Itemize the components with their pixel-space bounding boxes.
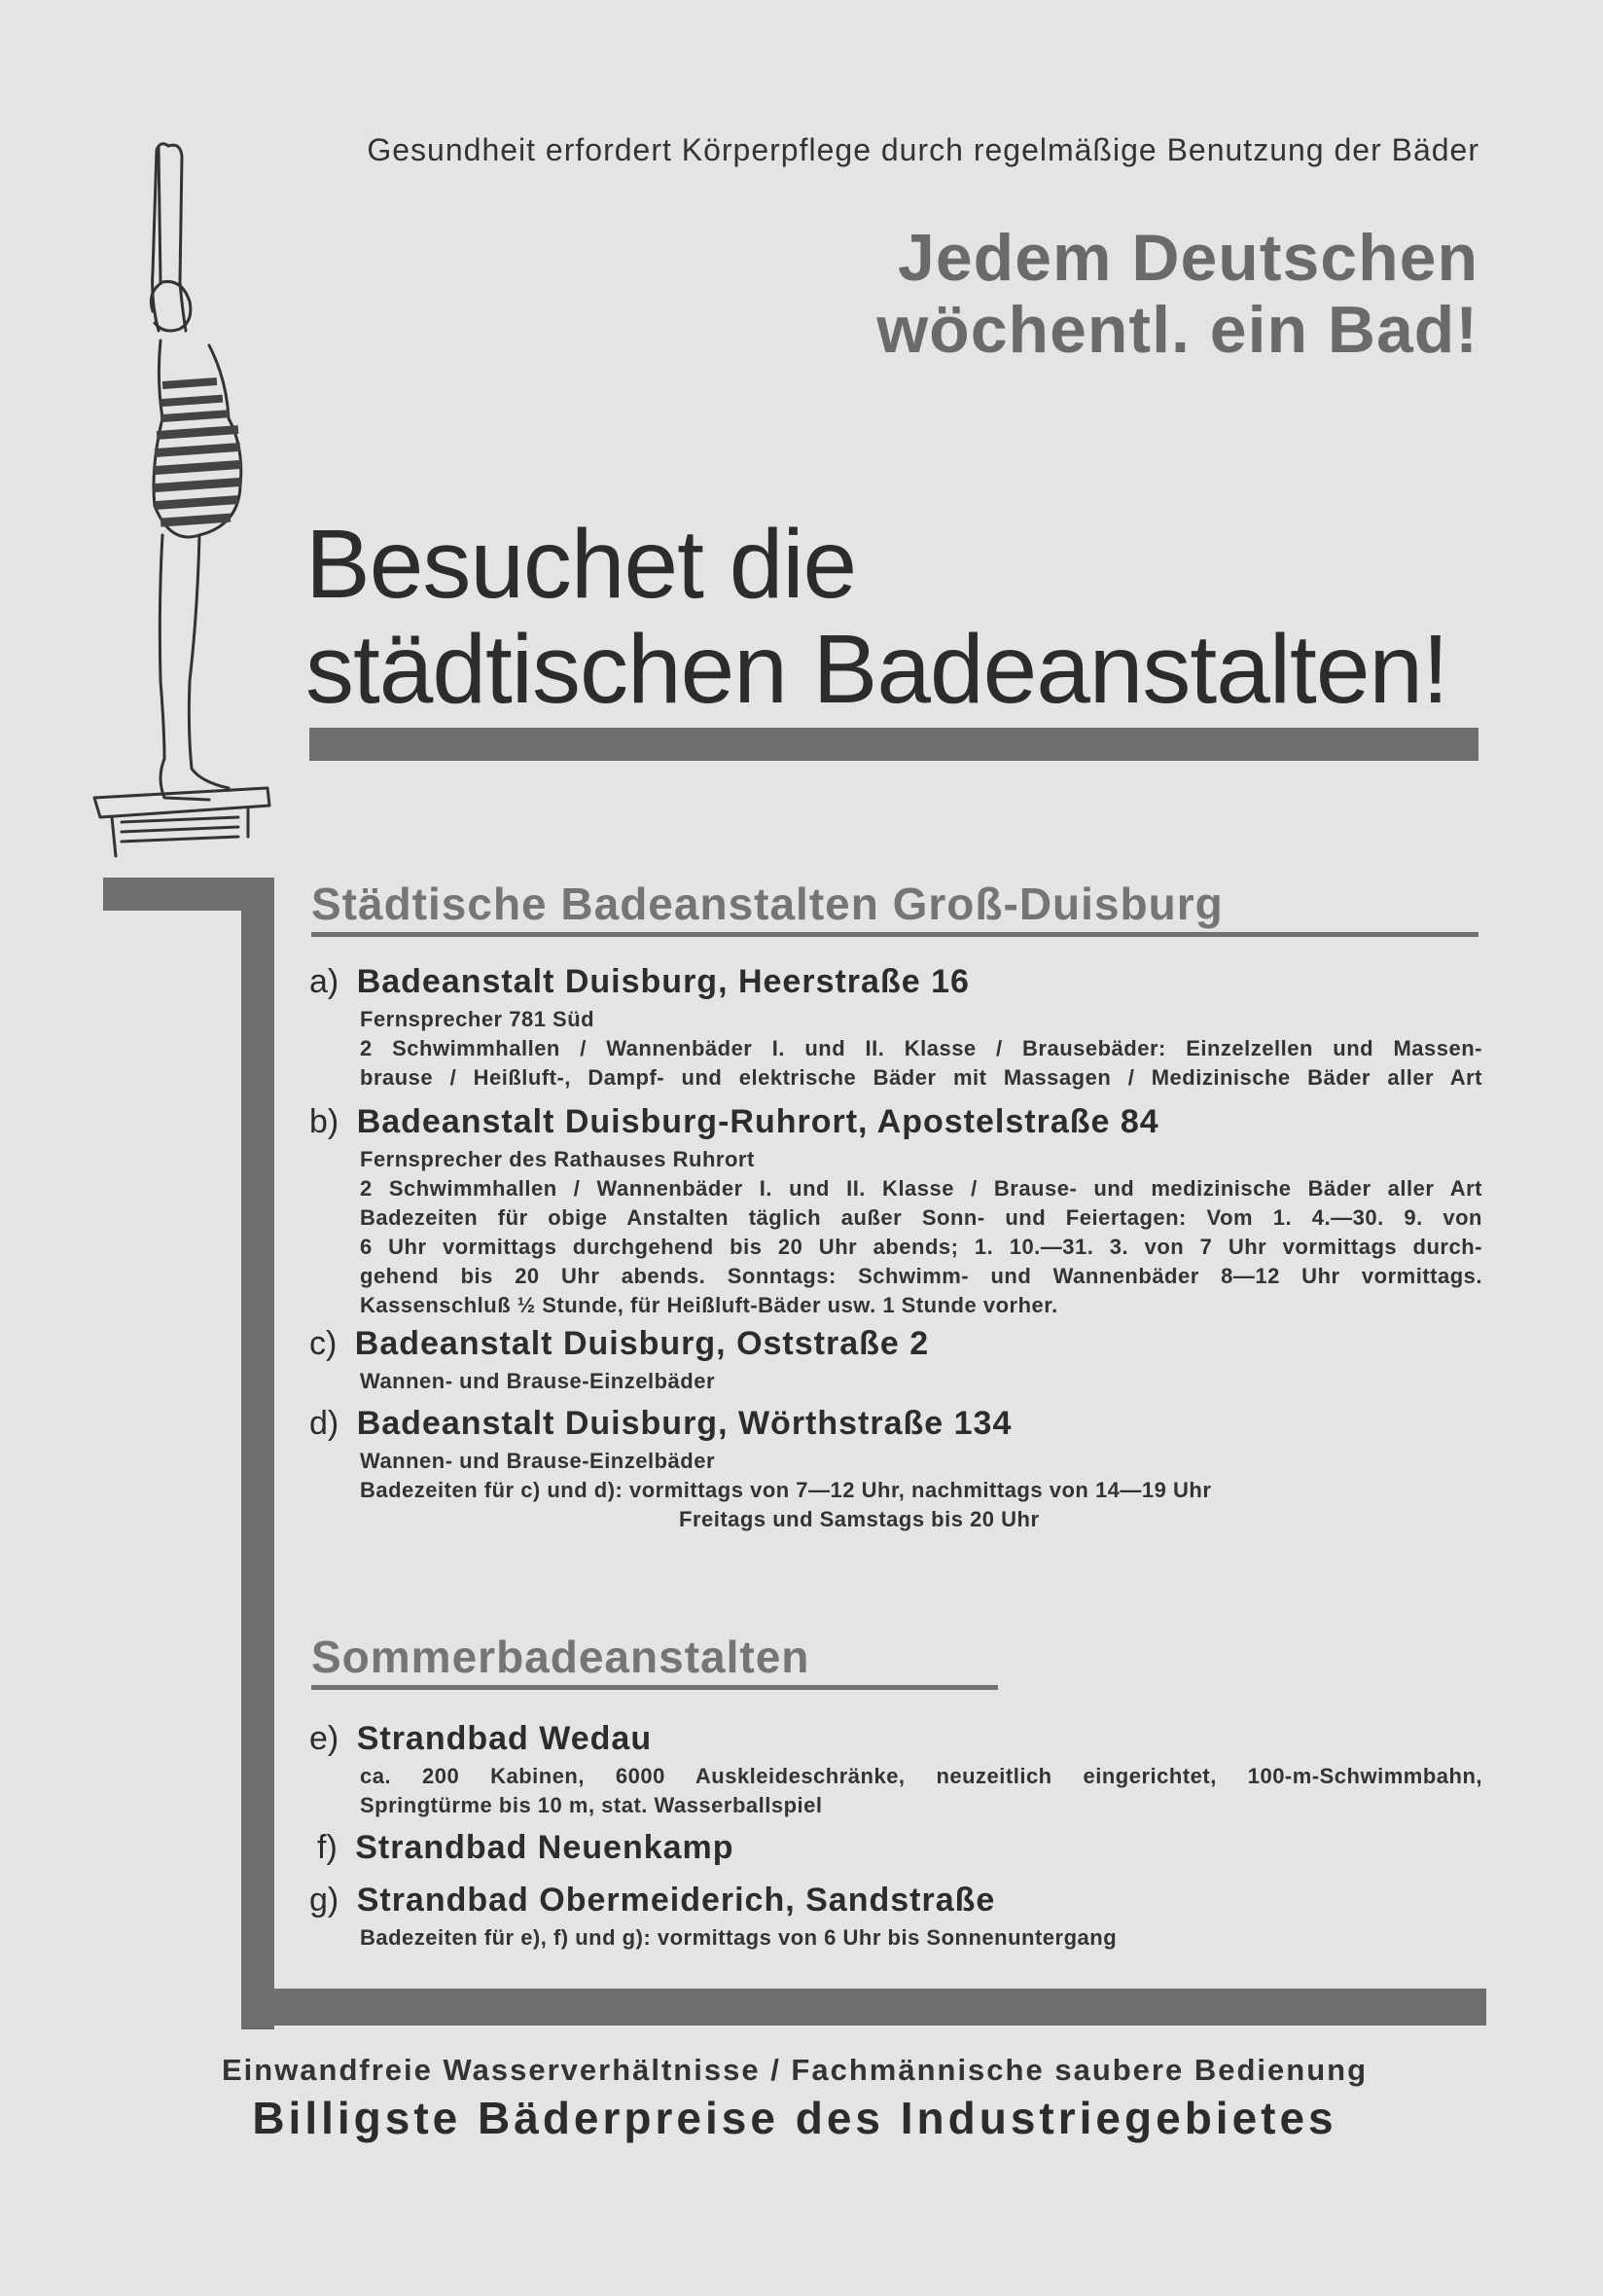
entry-line: Kassenschluß ½ Stunde, für Heißluft-Bäder usw. 1 Stunde vorher.	[360, 1293, 1058, 1317]
entry-title: Badeanstalt Duisburg, Wörthstraße 134	[356, 1405, 1013, 1442]
slogan-line-2: wöchentl. ein Bad!	[876, 293, 1478, 367]
headline-line-2: städtischen Badeanstalten!	[305, 615, 1448, 724]
section-heading-summer-baths: Sommerbadeanstalten	[311, 1631, 998, 1690]
entry-line: Freitags und Samstags bis 20 Uhr	[679, 1507, 1040, 1531]
entry-title: Strandbad Obermeiderich, Sandstraße	[356, 1882, 996, 1919]
entry-line: Fernsprecher 781 Süd	[360, 1007, 595, 1031]
entry-title: Strandbad Wedau	[356, 1720, 653, 1757]
entry-title: Badeanstalt Duisburg, Oststraße 2	[354, 1325, 930, 1362]
slogan-line-1: Jedem Deutschen	[898, 221, 1478, 295]
entry-line: Badezeiten für c) und d): vormittags von 7—12 Uhr, nachmittags von 14—19 Uhr	[360, 1478, 1212, 1502]
entry-title: Strandbad Neuenkamp	[355, 1829, 734, 1866]
entry-line: Wannen- und Brause-Einzelbäder	[360, 1449, 716, 1473]
footer-line-2: Billigste Bäderpreise des Industriegebietes	[252, 2093, 1337, 2143]
entry-line: brause / Heißluft-, Dampf- und elektrische Bäder mit Massagen / Medizinische Bäder aller Art	[360, 1065, 1482, 1090]
entry-letter: a)	[309, 963, 339, 1000]
entry-letter: c)	[309, 1325, 338, 1362]
entry-line: Fernsprecher des Rathauses Ruhrort	[360, 1147, 755, 1171]
entry-line: 6 Uhr vormittags durchgehend bis 20 Uhr abends; 1. 10.—31. 3. von 7 Uhr vormittags durch-	[360, 1235, 1482, 1259]
entry-line: Badezeiten für e), f) und g): vormittags von 6 Uhr bis Sonnenuntergang	[360, 1925, 1118, 1950]
entry-line: Springtürme bis 10 m, stat. Wasserballspiel	[360, 1793, 823, 1817]
entry-line: ca. 200 Kabinen, 6000 Auskleideschränke, neuzeitlich eingerichtet, 100-m-Schwimmbahn,	[360, 1764, 1482, 1788]
entry-line: 2 Schwimmhallen / Wannenbäder I. und II. Klasse / Brausebäder: Einzelzellen und Massen-	[360, 1036, 1482, 1060]
entry-b	[309, 1103, 1482, 1320]
entry-c	[309, 1325, 1482, 1396]
entry-line: 2 Schwimmhallen / Wannenbäder I. und II. Klasse / Brause- und medizinische Bäder aller Art	[360, 1176, 1482, 1201]
entry-f	[317, 1829, 1484, 1867]
entry-g	[309, 1882, 1482, 1953]
entry-title: Badeanstalt Duisburg, Heerstraße 16	[356, 963, 970, 1000]
frame-left-bar	[241, 878, 274, 2029]
entry-letter: f)	[317, 1829, 338, 1866]
entry-e	[309, 1720, 1482, 1820]
section-heading-city-baths: Städtische Badeanstalten Groß-Duisburg	[311, 878, 1478, 937]
headline-line-1: Besuchet die	[305, 510, 857, 619]
swimmer-illustration	[92, 136, 277, 876]
slogan	[681, 222, 1478, 366]
entry-title: Badeanstalt Duisburg-Ruhrort, Apostelstraße 84	[356, 1103, 1159, 1140]
footer-line-1: Einwandfreie Wasserverhältnisse / Fachmännische saubere Bedienung	[221, 2053, 1369, 2087]
tagline: Gesundheit erfordert Körperpflege durch regelmäßige Benutzung der Bäder	[367, 132, 1479, 167]
entry-letter: e)	[309, 1720, 339, 1757]
entry-line: Badezeiten für obige Anstalten täglich außer Sonn- und Feiertagen: Vom 1. 4.—30. 9. von	[360, 1205, 1482, 1230]
entry-a	[309, 963, 1482, 1093]
headline	[305, 512, 1482, 722]
entry-line: Wannen- und Brause-Einzelbäder	[360, 1369, 716, 1393]
entry-letter: d)	[309, 1405, 339, 1442]
frame-bottom-bar	[241, 1989, 1486, 2026]
entry-d	[309, 1405, 1482, 1534]
headline-underline-bar	[309, 728, 1478, 761]
entry-letter: g)	[309, 1882, 339, 1919]
entry-line: gehend bis 20 Uhr abends. Sonntags: Schwimm- und Wannenbäder 8—12 Uhr vormittags.	[360, 1264, 1482, 1288]
entry-letter: b)	[309, 1103, 339, 1140]
